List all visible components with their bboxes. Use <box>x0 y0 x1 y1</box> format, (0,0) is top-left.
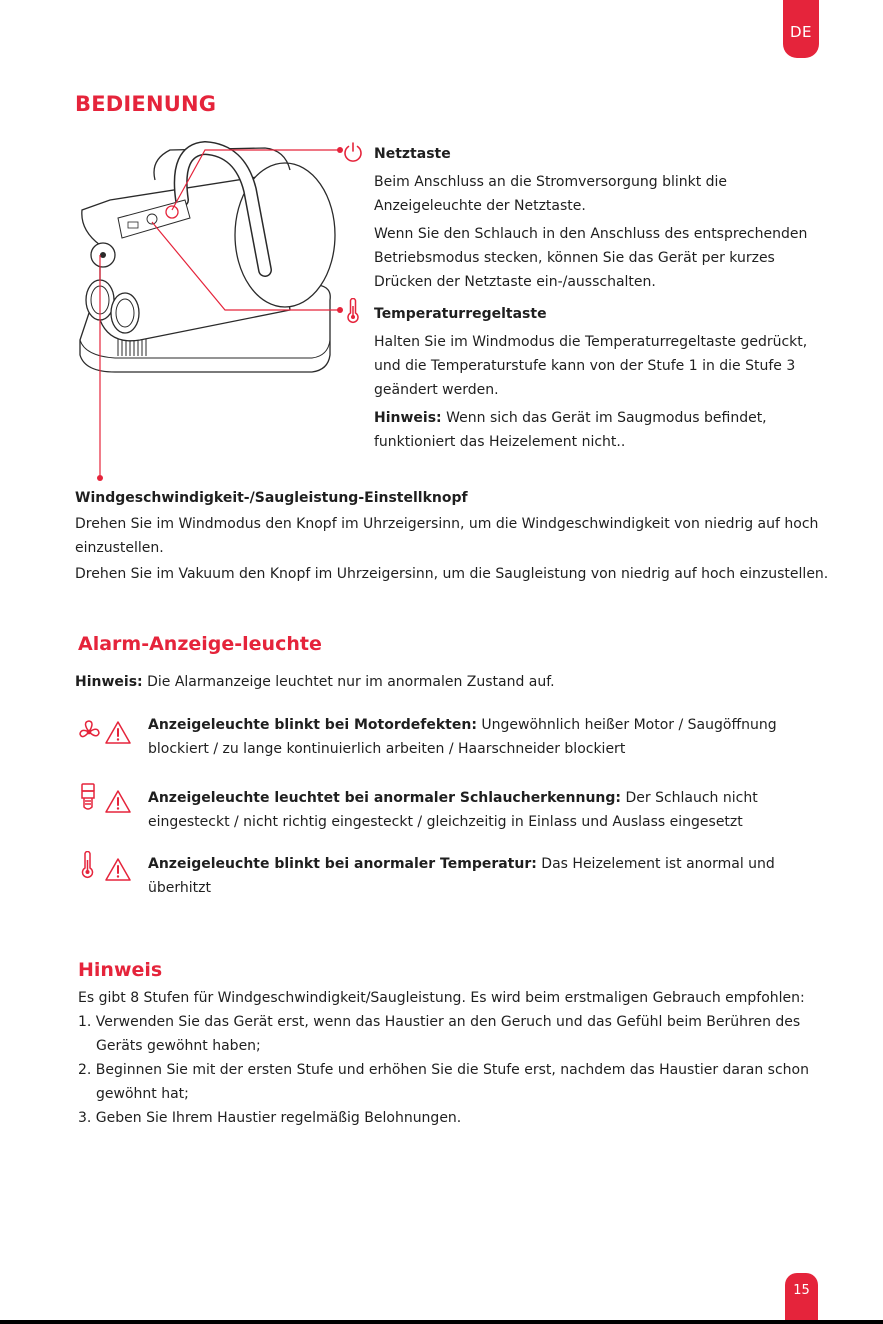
hose-warning-icon <box>78 783 132 815</box>
hinweis-step-3: 3. Geben Sie Ihrem Haustier regelmäßig Belohnungen. <box>78 1110 462 1126</box>
device-illustration <box>60 130 390 485</box>
hinweis-body <box>78 986 833 1130</box>
section-title-hinweis: Hinweis <box>78 959 163 981</box>
language-tab-label: DE <box>789 23 813 41</box>
section-title-alarm: Alarm-Anzeige-leuchte <box>78 633 322 655</box>
alarm-item-hose <box>148 786 828 834</box>
alarm-note-label: Hinweis: <box>75 674 143 690</box>
alarm-item-motor-bold: Anzeigeleuchte blinkt bei Motordefekten: <box>148 717 477 733</box>
page-number: 15 <box>793 1283 810 1298</box>
knob-para-2: Drehen Sie im Vakuum den Knopf im Uhrzeigersinn, um die Saugleistung von niedrig auf hoch einzustellen. <box>75 566 829 582</box>
power-icon <box>343 141 363 163</box>
hinweis-intro: Es gibt 8 Stufen für Windgeschwindigkeit/Saugleistung. Es wird beim erstmaligen Gebrauch empfohlen: <box>78 990 805 1006</box>
alarm-item-temperature-bold: Anzeigeleuchte blinkt bei anormaler Temperatur: <box>148 856 537 872</box>
section-title-bedienung: BEDIENUNG <box>75 92 217 116</box>
knob-description <box>75 486 830 586</box>
temperature-note <box>374 406 824 454</box>
temperature-note-label: Hinweis: <box>374 410 442 426</box>
fan-warning-icon <box>78 718 132 746</box>
power-description <box>374 142 814 294</box>
hinweis-step-2: 2. Beginnen Sie mit der ersten Stufe und erhöhen Sie die Stufe erst, nachdem das Haustier daran schon gewöhnt hat; <box>78 1062 809 1102</box>
temperature-para-1: Halten Sie im Windmodus die Temperaturregeltaste gedrückt, und die Temperaturstufe kann von der Stufe 1 in die Stufe 3 geändert werden. <box>374 334 808 398</box>
thermometer-warning-icon <box>78 851 132 883</box>
alarm-item-motor-text: Ungewöhnlich heißer Motor / Saugöffnung blockiert / zu lange kontinuierlich arbeiten / Haarschneider blockiert <box>148 717 777 757</box>
power-para-1: Beim Anschluss an die Stromversorgung blinkt die Anzeigeleuchte der Netztaste. <box>374 174 728 214</box>
hinweis-step-1: 1. Verwenden Sie das Gerät erst, wenn das Haustier an den Geruch und das Gefühl beim Berühren des Geräts gewöhnt haben; <box>78 1014 801 1054</box>
alarm-item-temperature <box>148 852 828 900</box>
language-tab <box>783 0 819 58</box>
alarm-item-temperature-text: Das Heizelement ist anormal und überhitzt <box>148 856 775 896</box>
power-label: Netztaste <box>374 146 451 162</box>
alarm-note-text: Die Alarmanzeige leuchtet nur im anormalen Zustand auf. <box>142 674 555 690</box>
alarm-item-hose-text: Der Schlauch nicht eingesteckt / nicht richtig eingesteckt / gleichzeitig in Einlass und Auslass eingesetzt <box>148 790 758 830</box>
thermometer-icon <box>346 298 360 324</box>
page-number-tab <box>785 1273 818 1324</box>
temperature-description <box>374 302 824 454</box>
alarm-note <box>75 670 815 694</box>
temperature-label: Temperaturregeltaste <box>374 306 547 322</box>
alarm-item-hose-bold: Anzeigeleuchte leuchtet bei anormaler Schlaucherkennung: <box>148 790 622 806</box>
temperature-note-text: Wenn sich das Gerät im Saugmodus befindet, funktioniert das Heizelement nicht.. <box>374 410 767 450</box>
bottom-rule <box>0 1320 883 1324</box>
knob-label: Windgeschwindigkeit-/Saugleistung-Einstellknopf <box>75 490 468 506</box>
alarm-item-motor <box>148 713 828 761</box>
hinweis-steps <box>78 1010 833 1130</box>
power-para-2: Wenn Sie den Schlauch in den Anschluss des entsprechenden Betriebsmodus stecken, können Sie das Gerät per kurzes Drücken der Netztaste ein-/ausschalten. <box>374 226 808 290</box>
knob-para-1: Drehen Sie im Windmodus den Knopf im Uhrzeigersinn, um die Windgeschwindigkeit von niedrig auf hoch einzustellen. <box>75 516 819 556</box>
